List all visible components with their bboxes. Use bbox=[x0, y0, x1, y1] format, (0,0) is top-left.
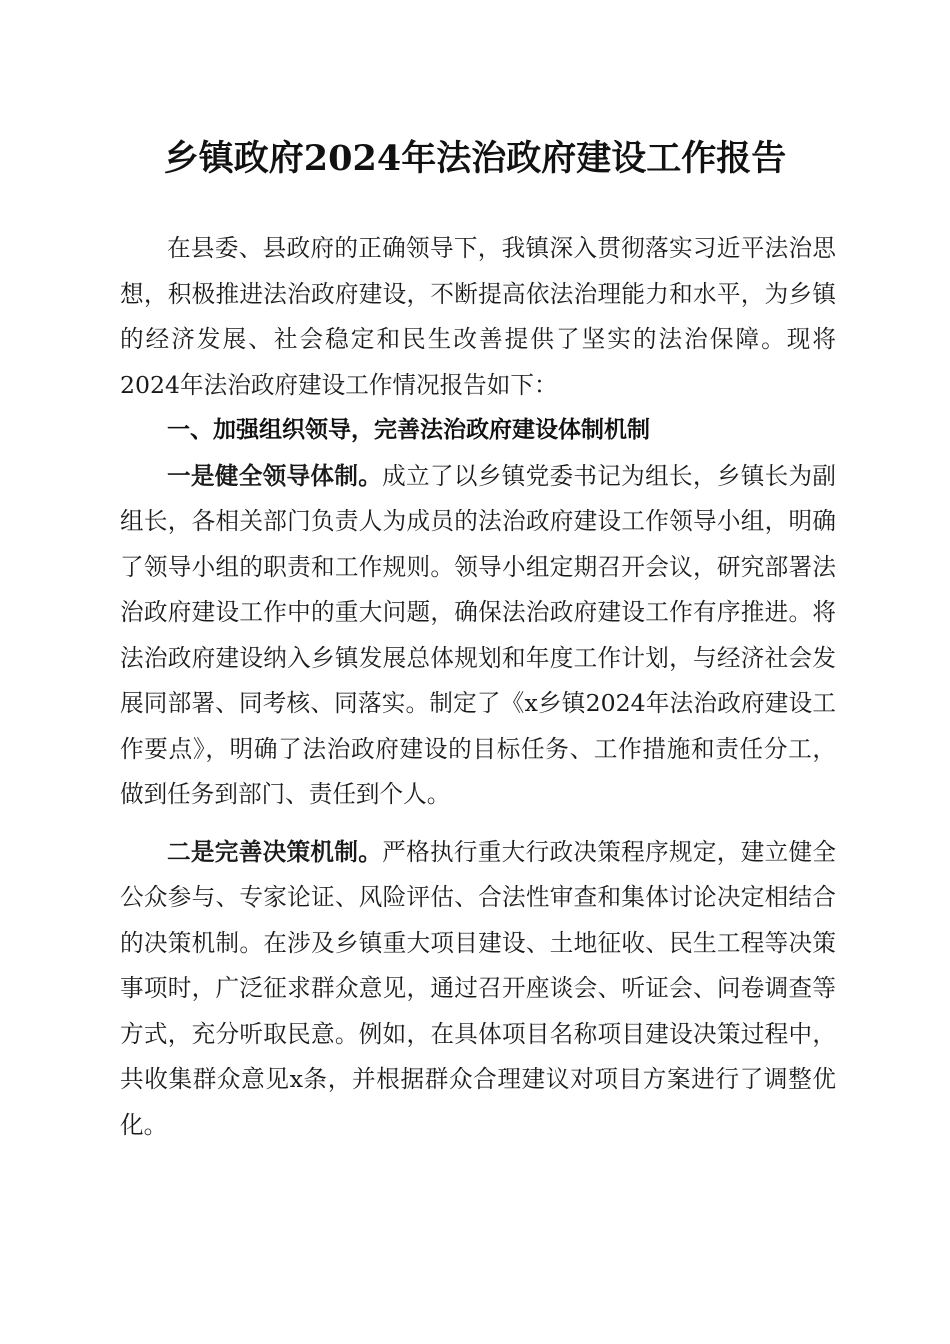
paragraph-lead: 一是健全领导体制。 bbox=[167, 461, 383, 490]
paragraph-decision-mechanism bbox=[120, 830, 836, 1149]
paragraph-text: 成立了以乡镇党委书记为组长，乡镇长为副组长，各相关部门负责人为成员的法治政府建设工作领导小组，明确了领导小组的职责和工作规则。领导小组定期召开会议，研究部署法治政府建设工作中的重大问题，确保法治政府建设工作有序推进。将法治政府建设纳入乡镇发展总体规划和年度工作计划，与经济社会发展同部署、同考核、同落实。制定了《x乡镇2024年法治政府建设工作要点》，明确了法治政府建设的目标任务、工作措施和责任分工，做到任务到部门、责任到个人。 bbox=[120, 461, 837, 808]
paragraph-leadership-system bbox=[120, 454, 836, 818]
document-title: 乡镇政府2024年法治政府建设工作报告 bbox=[163, 138, 787, 179]
section-heading-1: 一、加强组织领导，完善法治政府建设体制机制 bbox=[167, 417, 650, 443]
document-body bbox=[120, 226, 836, 1148]
paragraph-lead: 二是完善决策机制。 bbox=[167, 837, 383, 866]
intro-paragraph: 在县委、县政府的正确领导下，我镇深入贯彻落实习近平法治思想，积极推进法治政府建设，不断提高依法治理能力和水平，为乡镇的经济发展、社会稳定和民生改善提供了坚实的法治保障。现将2024年法治政府建设工作情况报告如下： bbox=[120, 234, 836, 399]
paragraph-text: 严格执行重大行政决策程序规定，建立健全公众参与、专家论证、风险评估、合法性审查和集体讨论决定相结合的决策机制。在涉及乡镇重大项目建设、土地征收、民生工程等决策事项时，广泛征求群众意见，通过召开座谈会、听证会、问卷调查等方式，充分听取民意。例如，在具体项目名称项目建设决策过程中，共收集群众意见x条，并根据群众合理建议对项目方案进行了调整优化。 bbox=[120, 837, 837, 1139]
